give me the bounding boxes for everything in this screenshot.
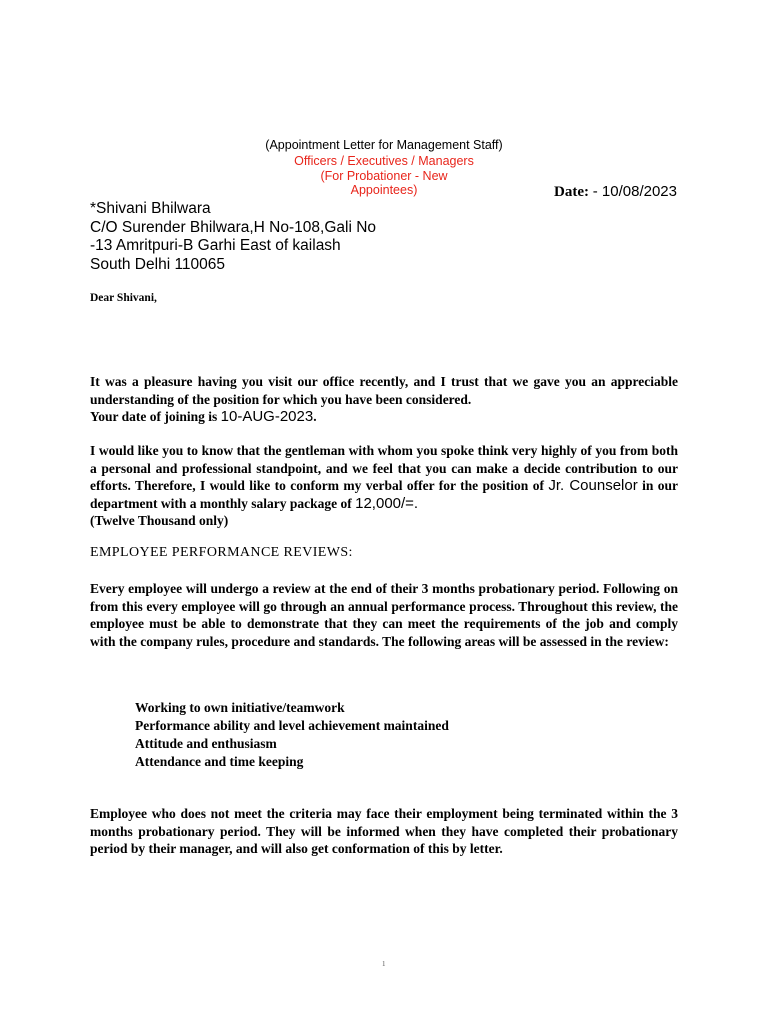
list-item: Performance ability and level achievement maintained: [135, 718, 449, 733]
letter-subtitle-line2: (For Probationer - New: [320, 169, 448, 183]
date-label: Date:: [554, 184, 589, 200]
list-item: Attitude and enthusiasm: [135, 736, 277, 751]
address-line-2: -13 Amritpuri-B Garhi East of kailash: [90, 237, 341, 254]
list-item: Attendance and time keeping: [135, 754, 304, 769]
salary-in-words: (Twelve Thousand only): [90, 513, 229, 528]
joining-date: 10-AUG-2023: [220, 408, 314, 425]
paragraph-intro-text: It was a pleasure having you visit our office recently, and I trust that we gave you an appreciable understanding of the position for which you have been considered.: [90, 374, 678, 407]
offer-text-middle: in our department with a monthly salary package of: [90, 478, 678, 511]
letter-subtitle-line1: Officers / Executives / Managers: [294, 154, 474, 168]
joining-label: Your date of joining is: [90, 409, 221, 424]
position-title: Jr. Counselor: [548, 477, 638, 494]
recipient-name: *Shivani Bhilwara: [90, 200, 211, 217]
date-value: - 10/08/2023: [592, 183, 677, 200]
offer-text-before: I would like you to know that the gentleman with whom you spoke think very highly of you from both a personal and professional standpoint, and we feel that you can make a decide contribution to our efforts. Therefore, I would like to conform my verbal offer for the position of: [90, 443, 678, 493]
letter-date: [554, 183, 677, 201]
address-line-1: C/O Surender Bhilwara,H No-108,Gali No: [90, 218, 377, 236]
salary-amount: 12,000/=.: [355, 494, 419, 512]
section-heading: EMPLOYEE PERFORMANCE REVIEWS:: [90, 545, 353, 560]
paragraph-review: Every employee will undergo a review at the end of their 3 months probationary period. Following on from this every employee will go through an annual performance process. Throughout this review, the employee must be able to demonstrate that they can meet the requirements of the job and comply with the company rules, procedure and standards. The following areas will be assessed in the review:: [90, 581, 678, 649]
joining-suffix: .: [313, 409, 317, 424]
paragraph-termination: Employee who does not meet the criteria may face their employment being terminated within the 3 months probationary period. They will be informed when they have completed their probationary period by their manager, and will also get conformation of this by letter.: [90, 806, 678, 856]
letter-title: (Appointment Letter for Management Staff): [265, 138, 503, 152]
letter-subtitle-line3: Appointees): [350, 183, 418, 197]
review-areas-list: [135, 699, 449, 771]
paragraph-intro: [90, 373, 678, 426]
salutation: Dear Shivani,: [90, 292, 157, 304]
recipient-address: [90, 200, 376, 274]
page-number: 1: [382, 960, 386, 968]
address-line-3: South Delhi 110065: [90, 255, 226, 273]
paragraph-offer: [90, 442, 678, 530]
list-item: Working to own initiative/teamwork: [135, 700, 345, 715]
